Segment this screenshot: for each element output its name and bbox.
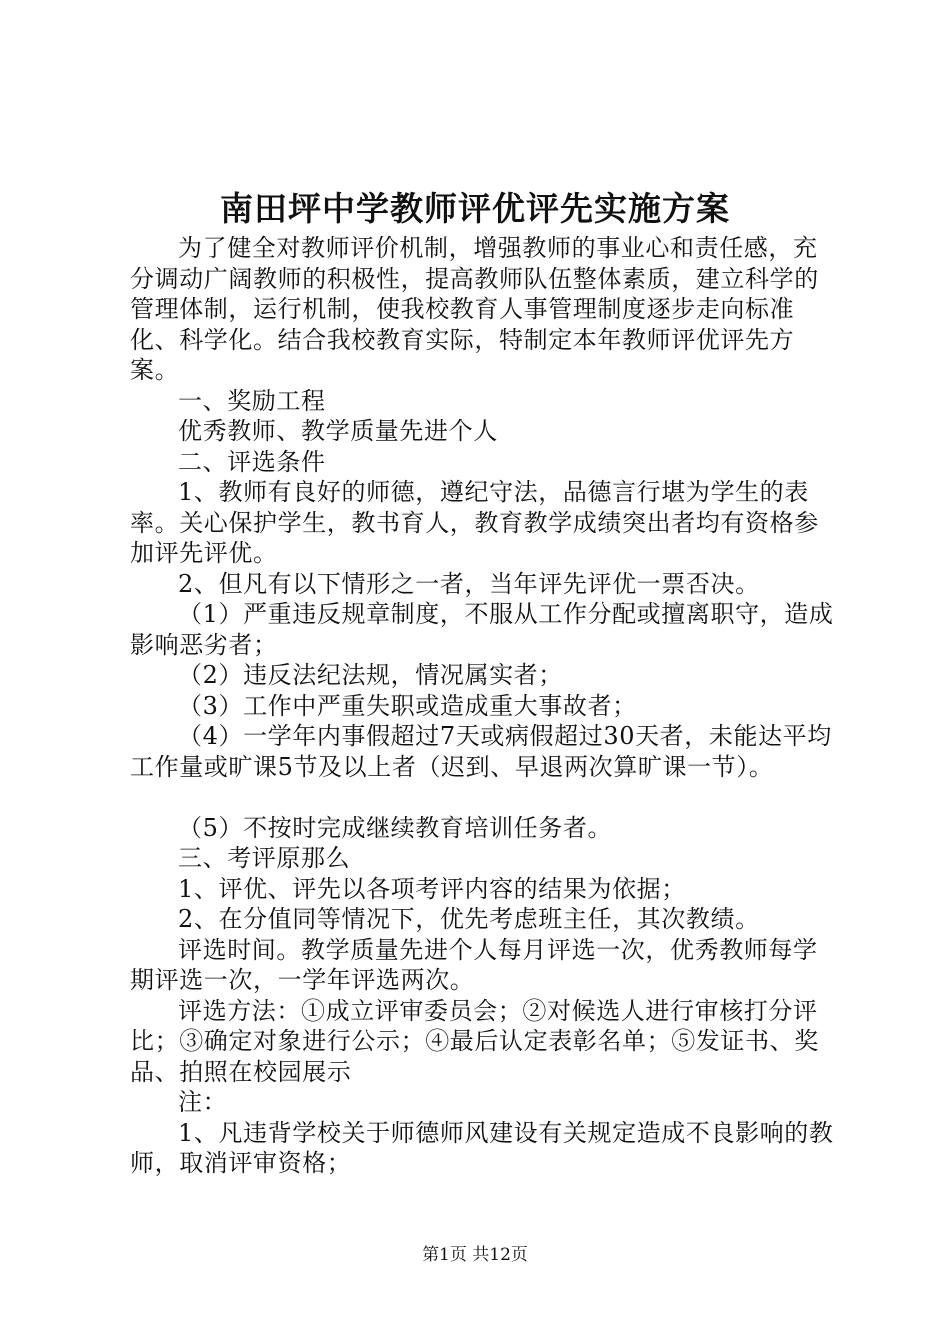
page-number-footer: 第1页 共12页 [422,1245,528,1265]
veto-item-4: （4）一学年内事假超过7天或病假超过30天者，未能达平均工作量或旷课5节及以上者（迟到、早退两次算旷课一节）。 [130,722,832,781]
section-heading-rewards: 一、奖励工程 [178,386,326,415]
note-label: 注： [178,1088,228,1116]
principle-item-1: 1、评优、评先以各项考评内容的结果为依据； [178,874,686,903]
veto-item-3: （3）工作中严重失职或造成重大事故者； [178,691,637,720]
criteria-item-1: 1、教师有良好的师德，遵纪守法，品德言行堪为学生的表率。关心保护学生，教书育人，教育教学成绩突出者均有资格参加评先评优。 [130,478,819,567]
blank-line [130,782,842,813]
veto-item-2: （2）违反法纪法规，情况属实者； [178,661,563,689]
selection-time: 评选时间。教学质量先进个人每月评选一次，优秀教师每学期评选一次，一学年评选两次。 [130,935,818,994]
intro-paragraph: 为了健全对教师评价机制，增强教师的事业心和责任感，充分调动广阔教师的积极性，提高教师队伍整体素质，建立科学的管理体制，运行机制，使我校教育人事管理制度逐步走向标准化、科学化。结合我校教育实际，特制定本年教师评优评先方案。 [130,234,819,384]
note-item-1: 1、凡违背学校关于师德师风建设有关规定造成不良影响的教师，取消评审资格； [130,1118,834,1177]
selection-method: 评选方法：①成立评审委员会；②对候选人进行审核打分评比；③确定对象进行公示；④最后认定表彰名单；⑤发证书、奖品、拍照在校园展示 [130,996,819,1086]
section-heading-principles: 三、考评原那么 [178,844,351,872]
document-body [130,233,842,1179]
veto-item-1: （1）严重违反规章制度，不服从工作分配或擅离职守，造成影响恶劣者； [130,600,834,659]
section-heading-criteria: 二、评选条件 [178,447,326,476]
document-title: 南田坪中学教师评优评先实施方案 [220,189,730,228]
reward-items: 优秀教师、教学质量先进个人 [178,417,498,445]
principle-item-2: 2、在分值同等情况下，优先考虑班主任，其次教绩。 [178,905,760,933]
veto-item-5: （5）不按时完成继续教育培训任务者。 [178,813,613,842]
criteria-item-2: 2、但凡有以下情形之一者，当年评先评优一票否决。 [178,569,760,598]
